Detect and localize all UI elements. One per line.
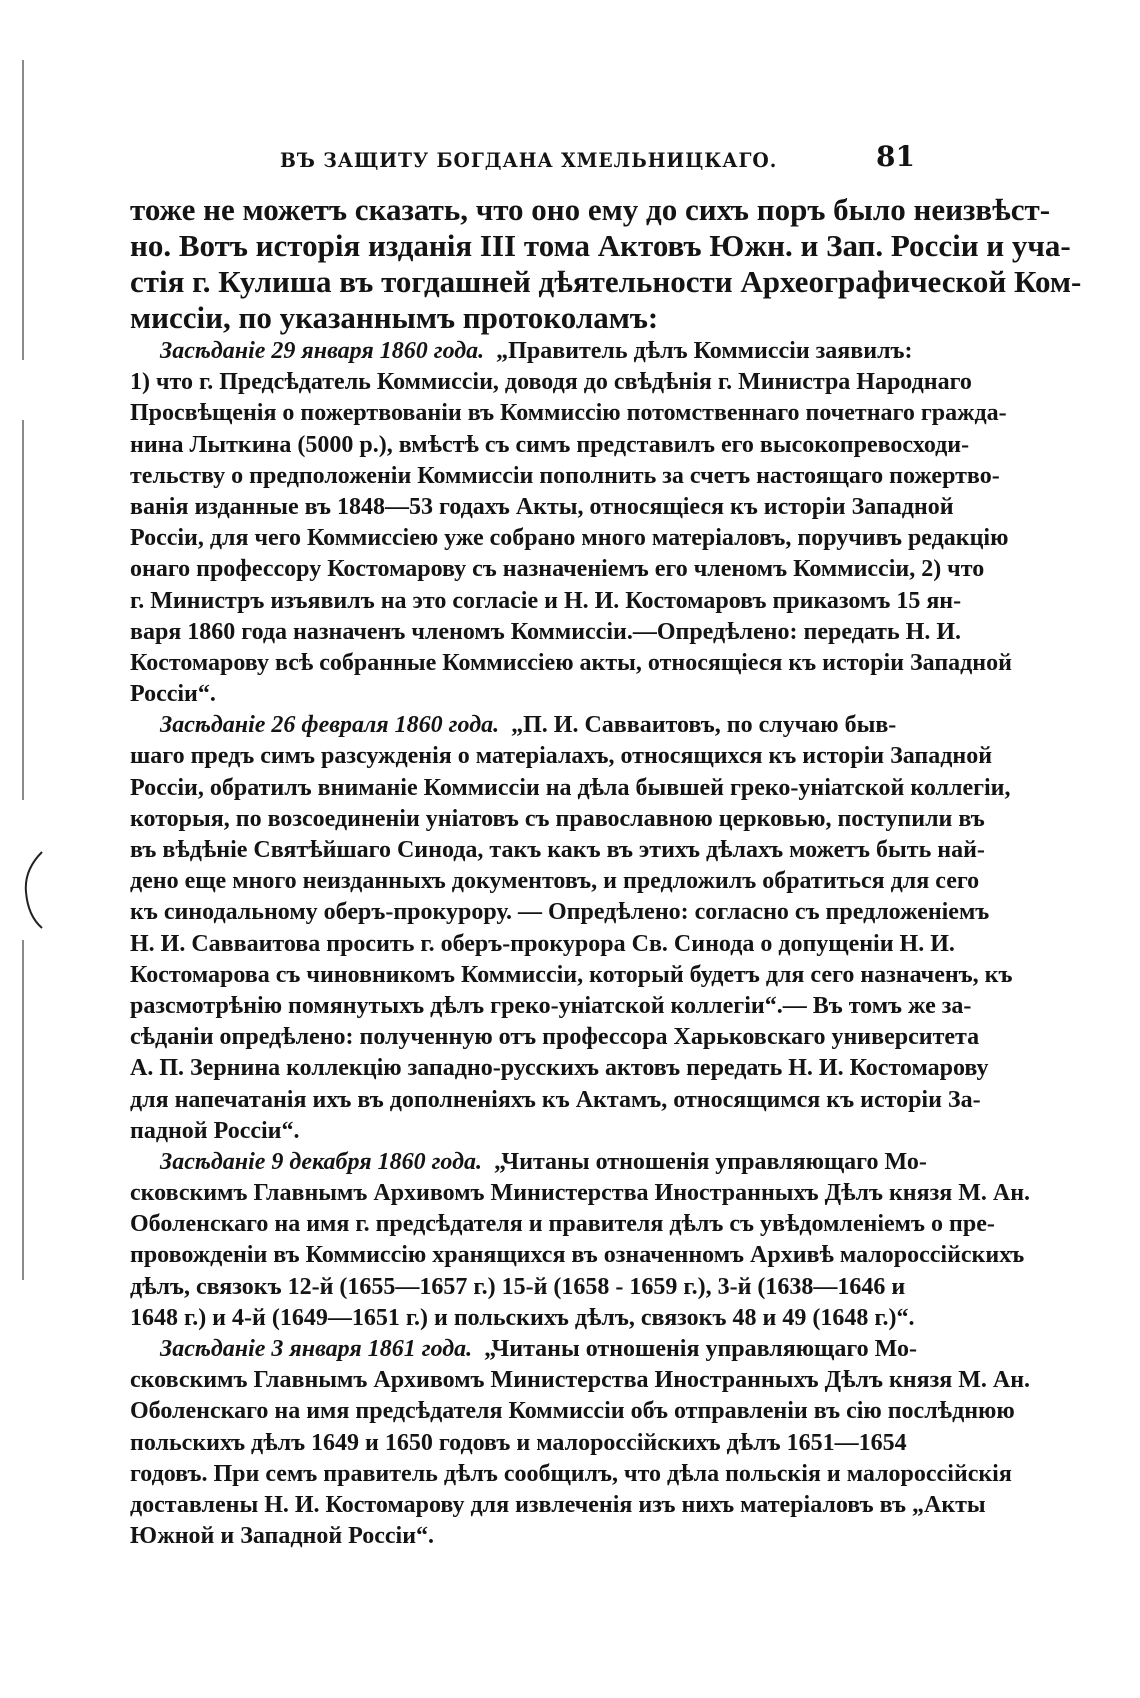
margin-bracket-mark xyxy=(18,850,44,930)
text-line: Оболенскаго на имя предсѣдателя Коммиссіи объ отправленіи въ сію послѣднюю xyxy=(130,1398,1015,1425)
text-line: годовъ. При семъ правитель дѣлъ сообщилъ, что дѣла польскія и малороссійскія xyxy=(130,1460,1012,1487)
running-head: ВЪ ЗАЩИТУ БОГДАНА ХМЕЛЬНИЦКАГО. xyxy=(280,148,778,172)
text-line: шаго предъ симъ разсужденія о матеріалахъ, относящихся къ исторіи Западной xyxy=(130,743,993,770)
text-line: дѣлъ, связокъ 12-й (1655—1657 г.) 15-й (1658 - 1659 г.), 3-й (1638—1646 и xyxy=(130,1273,906,1300)
text-line: но. Вотъ исторія изданія III тома Актовъ Южн. и Зап. Россіи и уча- xyxy=(130,228,1071,263)
text-line: Костомарова съ чиновникомъ Коммиссіи, который будетъ для сего назначенъ, къ xyxy=(130,961,1013,988)
text-line: падной Россіи“. xyxy=(130,1117,300,1144)
session-first-line xyxy=(130,1147,927,1178)
text-line: въ вѣдѣніе Святѣйшаго Синода, такъ какъ въ этихъ дѣлахъ можетъ быть най- xyxy=(130,837,985,863)
text-line: стія г. Кулиша въ тогдашней дѣятельности Археографической Ком- xyxy=(130,264,1082,299)
text-line: для напечатанія ихъ въ дополненіяхъ къ Актамъ, относящимся къ исторіи За- xyxy=(130,1086,981,1113)
session-paragraph xyxy=(130,1334,1031,1552)
session-heading: Засѣданіе 9 декабря 1860 года. xyxy=(160,1148,483,1175)
text-line: къ синодальному оберъ-прокурору. — Опредѣлено: согласно съ предложеніемъ xyxy=(130,899,990,926)
text-line: разсмотрѣнію помянутыхъ дѣлъ греко-уніатской коллегіи“.— Въ томъ же за- xyxy=(130,992,972,1019)
text-line: Костомарову всѣ собранные Коммиссіею акты, относящіеся къ исторіи Западной xyxy=(130,649,1012,676)
session-paragraph xyxy=(130,1147,1031,1334)
text-line: г. Министръ изъявилъ на это согласіе и Н. И. Костомаровъ приказомъ 15 ян- xyxy=(130,587,962,614)
text-line: тельству о предположеніи Коммиссіи пополнить за счетъ настоящаго пожертво- xyxy=(130,462,1000,489)
text-line: доставлены Н. И. Костомарову для извлеченія изъ нихъ матеріаловъ въ „Акты xyxy=(130,1491,986,1518)
text-line: 1) что г. Предсѣдатель Коммиссіи, доводя до свѣдѣнія г. Министра Народнаго xyxy=(130,369,972,396)
text-line: нина Лыткина (5000 р.), вмѣстѣ съ симъ представилъ его высокопревосходи- xyxy=(130,431,970,458)
page-edge-line xyxy=(22,60,24,360)
page-header xyxy=(130,140,915,176)
session-first-line xyxy=(130,1334,920,1365)
text-line: Просвѣщенія о пожертвованіи въ Коммиссію потомственнаго почетнаго гражда- xyxy=(130,400,1007,427)
text-line: А. П. Зернина коллекцію западно-русскихъ актовъ передать Н. И. Костомарову xyxy=(130,1055,989,1082)
text-body xyxy=(130,192,1082,1552)
session-first-line xyxy=(130,710,920,741)
session-heading: Засѣданіе 26 февраля 1860 года. xyxy=(160,712,500,739)
session-heading: Засѣданіе 3 января 1861 года. xyxy=(160,1336,473,1362)
intro-paragraph xyxy=(130,192,1082,336)
text-line: варя 1860 года назначенъ членомъ Коммиссіи.—Опредѣлено: передать Н. И. xyxy=(130,618,961,645)
session-heading: Засѣданіе 29 января 1860 года. xyxy=(160,338,485,364)
session-first-text: „Читаны отношенія управляющаго Мо- xyxy=(494,1148,927,1175)
text-line: Россіи, для чего Коммиссіею уже собрано много матеріаловъ, поручивъ редакцію xyxy=(130,525,1009,552)
session-first-text: „Читаны отношенія управляющаго Мо- xyxy=(484,1336,917,1362)
text-line: провожденіи въ Коммиссію хранящихся въ означенномъ Архивѣ малороссійскихъ xyxy=(130,1242,1025,1269)
page-edge-line xyxy=(22,940,24,1280)
text-line: Южной и Западной Россіи“. xyxy=(130,1523,435,1550)
session-first-text: „Правитель дѣлъ Коммиссіи заявилъ: xyxy=(496,338,913,364)
session-first-line xyxy=(130,336,920,367)
page-number: 81 xyxy=(876,140,915,173)
text-line: которыя, по возсоединеніи уніатовъ съ православною церковью, поступили въ xyxy=(130,805,985,832)
text-line: тоже не можетъ сказать, что оно ему до сихъ поръ было неизвѣст- xyxy=(130,192,1051,227)
text-line: онаго профессору Костомарову съ назначеніемъ его членомъ Коммиссіи, 2) что xyxy=(130,556,985,583)
text-line: Россіи“. xyxy=(130,681,216,708)
text-line: сѣданіи опредѣлено: полученную отъ профессора Харьковскаго университета xyxy=(130,1024,980,1051)
text-line: Россіи, обратилъ вниманіе Коммиссіи на дѣла бывшей греко-уніатской коллегіи, xyxy=(130,774,1011,801)
text-line: 1648 г.) и 4-й (1649—1651 г.) и польскихъ дѣлъ, связокъ 48 и 49 (1648 г.)“. xyxy=(130,1304,915,1331)
session-paragraph xyxy=(130,710,1013,1147)
text-line: ванія изданные въ 1848—53 годахъ Акты, относящіеся къ исторіи Западной xyxy=(130,493,954,520)
text-line: польскихъ дѣлъ 1649 и 1650 годовъ и малороссійскихъ дѣлъ 1651—1654 xyxy=(130,1429,907,1456)
text-line: сковскимъ Главнымъ Архивомъ Министерства Иностранныхъ Дѣлъ князя М. Ан. xyxy=(130,1367,1031,1394)
text-line: Н. И. Савваитова просить г. оберъ-прокурора Св. Синода о допущеніи Н. И. xyxy=(130,930,955,957)
text-line: дено еще много неизданныхъ документовъ, и предложилъ обратиться для сего xyxy=(130,868,980,895)
session-first-text: „П. И. Савваитовъ, по случаю быв- xyxy=(511,712,897,739)
text-line: миссіи, по указаннымъ протоколамъ: xyxy=(130,300,659,335)
text-line: сковскимъ Главнымъ Архивомъ Министерства Иностранныхъ Дѣлъ князя М. Ан. xyxy=(130,1180,1031,1207)
page-edge-line xyxy=(22,420,24,800)
session-paragraph xyxy=(130,336,1012,710)
text-line: Оболенскаго на имя г. предсѣдателя и правителя дѣлъ съ увѣдомленіемъ о пре- xyxy=(130,1211,995,1238)
